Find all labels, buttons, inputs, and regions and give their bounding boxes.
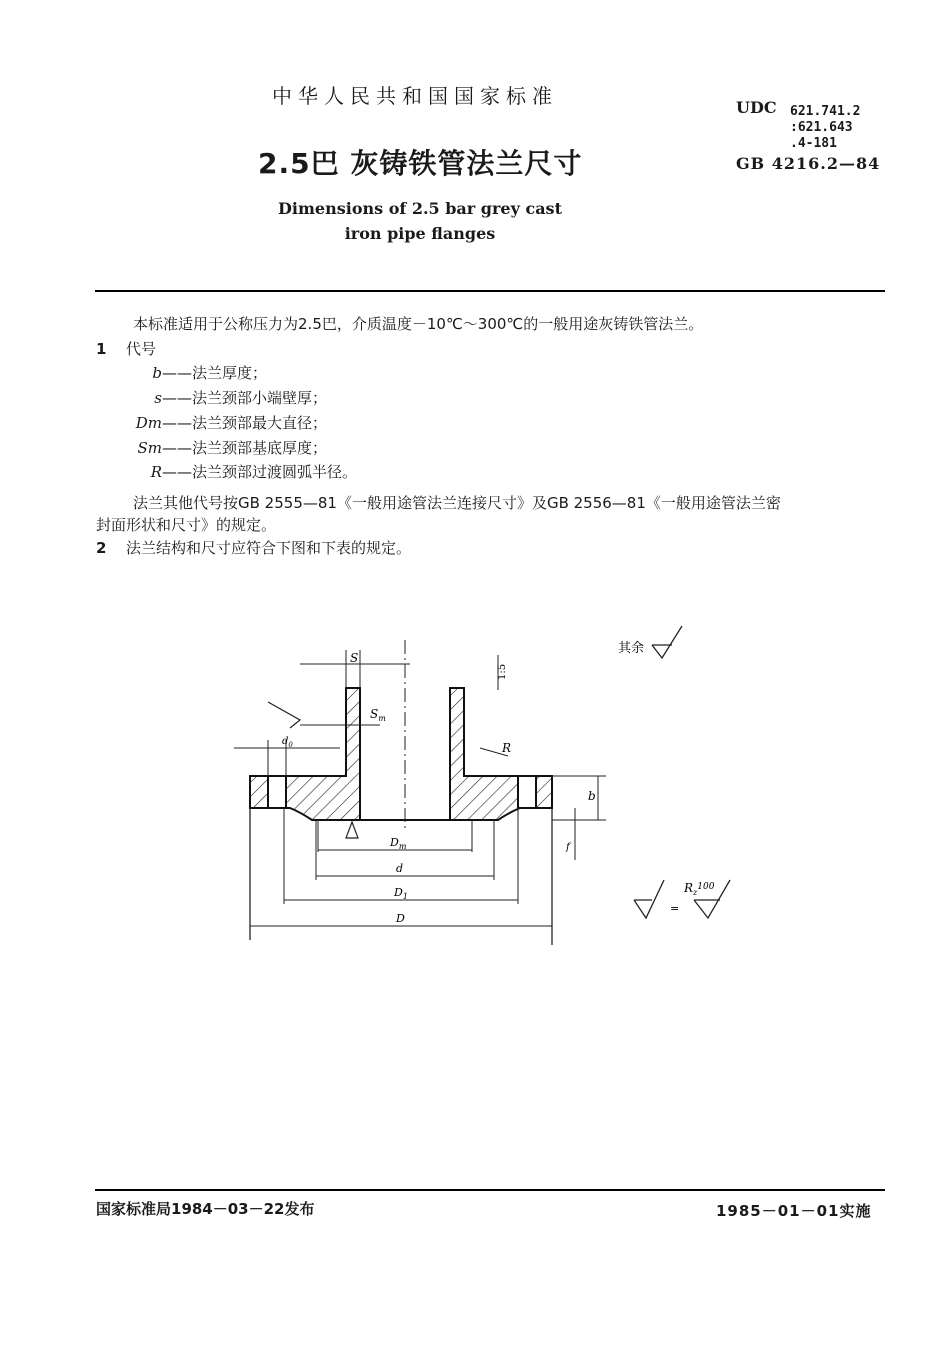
dim-label-d: d	[396, 862, 404, 875]
udc-classification	[790, 104, 860, 152]
dim-label-sm: $S_m$	[370, 707, 386, 723]
section-number: 1	[96, 340, 107, 358]
footer-rule	[95, 1189, 885, 1191]
udc-line-2: :621.643	[790, 120, 853, 135]
symbol-row	[130, 362, 267, 383]
roughness-value-label: $R_z^{100}$	[684, 881, 715, 897]
symbol-row	[130, 412, 327, 433]
dim-label-d1: $D_1$	[394, 886, 408, 901]
title-english-line-1: Dimensions of 2.5 bar grey cast	[278, 199, 562, 218]
header-rule	[95, 290, 885, 292]
dim-label-f: f	[566, 842, 570, 853]
section-number: 2	[96, 539, 107, 557]
symbol: b	[152, 364, 162, 382]
dim-label-s: S	[350, 651, 359, 665]
rest-roughness-label: 其余	[618, 641, 645, 656]
intro-paragraph: 本标准适用于公称压力为2.5巴，介质温度－10℃～300℃的一般用途灰铸铁管法兰。	[133, 315, 704, 333]
udc-line-3: .4-181	[790, 136, 837, 151]
title-chinese: 2.5巴 灰铸铁管法兰尺寸	[258, 147, 583, 180]
roughness-symbol-icon	[634, 880, 664, 918]
udc-label: UDC	[736, 98, 777, 117]
title-english-line-2: iron pipe flanges	[344, 224, 496, 243]
machining-mark-icon	[268, 702, 300, 728]
symbol: s	[154, 389, 162, 407]
symbol-row	[130, 461, 357, 482]
symbol: R	[150, 463, 162, 481]
title-english	[250, 196, 590, 246]
section-title: 代号	[126, 340, 157, 358]
issuing-country-standard: 中华人民共和国国家标准	[272, 84, 558, 108]
udc-line-1: 621.741.2	[790, 104, 861, 119]
section-2-heading	[96, 536, 411, 561]
symbol-desc: ——法兰颈部小端壁厚；	[162, 389, 328, 407]
symbol-row	[130, 387, 327, 408]
section-text: 法兰结构和尺寸应符合下图和下表的规定。	[126, 539, 412, 557]
section-1-heading	[96, 337, 156, 362]
symbol-desc: ——法兰颈部基底厚度；	[162, 439, 328, 457]
symbol: Sm	[137, 439, 162, 457]
equals-sign: =	[670, 902, 680, 915]
issue-date: 国家标准局1984－03－22发布	[96, 1200, 315, 1218]
machining-mark-icon	[346, 822, 358, 838]
symbol-row	[130, 437, 327, 458]
flange-drawing	[0, 600, 950, 970]
symbol-desc: ——法兰厚度；	[162, 364, 268, 382]
dim-label-d0: $d_0$	[282, 736, 293, 749]
effective-date: 1985－01－01实施	[716, 1202, 872, 1220]
dim-label-dm: $D_m$	[390, 836, 407, 851]
roughness-symbol-icon	[652, 626, 682, 658]
symbol: Dm	[135, 414, 162, 432]
dim-label-b: b	[588, 789, 596, 803]
taper-label: 1:5	[497, 663, 508, 680]
dim-label-D: D	[396, 912, 405, 925]
reference-paragraph-line-2: 封面形状和尺寸》的规定。	[96, 516, 277, 534]
symbol-desc: ——法兰颈部过渡圆弧半径。	[162, 463, 358, 481]
flange-section	[250, 688, 552, 945]
dim-label-r: R	[502, 741, 512, 755]
gb-number: GB 4216.2—84	[736, 154, 881, 173]
symbol-desc: ——法兰颈部最大直径；	[162, 414, 328, 432]
reference-paragraph-line-1: 法兰其他代号按GB 2555—81《一般用途管法兰连接尺寸》及GB 2556—81《一般用途管法兰密	[133, 494, 781, 512]
